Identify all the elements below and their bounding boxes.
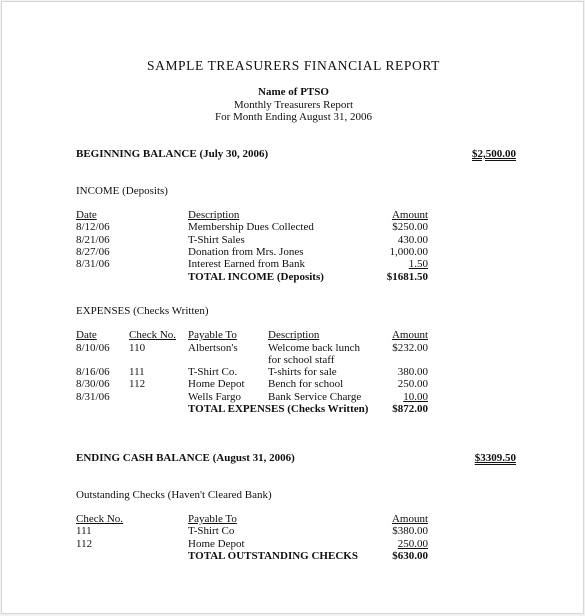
expenses-col-date: Date	[76, 329, 97, 341]
income-row-date: 8/27/06	[76, 246, 110, 258]
expense-row-payable-to: T-Shirt Co.	[188, 366, 238, 378]
income-row-description: Interest Earned from Bank	[188, 258, 305, 270]
income-row-description: Membership Dues Collected	[188, 221, 314, 233]
expenses-total-label: TOTAL EXPENSES (Checks Written)	[188, 403, 369, 415]
ending-balance-label: ENDING CASH BALANCE (August 31, 2006)	[76, 452, 295, 464]
expense-row-check-no: 112	[129, 378, 146, 390]
outstanding-row-payable-to: Home Depot	[188, 538, 245, 550]
outstanding-heading: Outstanding Checks (Haven't Cleared Bank)	[76, 489, 272, 501]
outstanding-row-payable-to: T-Shirt Co	[188, 525, 235, 537]
income-row-amount: $250.00	[392, 221, 428, 233]
income-row-description: T-Shirt Sales	[188, 234, 245, 246]
expense-row-check-no: 111	[129, 366, 145, 378]
outstanding-row-amount: 250.00	[397, 538, 428, 550]
expense-row-payable-to: Albertson's	[188, 342, 238, 354]
outstanding-col-check-no: Check No.	[76, 513, 124, 525]
outstanding-col-amount: Amount	[391, 513, 428, 525]
income-row-date: 8/12/06	[76, 221, 110, 233]
report-title: SAMPLE TREASURERS FINANCIAL REPORT	[146, 58, 440, 73]
beginning-balance-amount: $2,500.00	[472, 148, 516, 160]
expense-row-amount: 380.00	[397, 366, 428, 378]
expense-row-description: Bench for school	[268, 378, 344, 390]
expense-row-amount: 10.00	[403, 391, 428, 403]
expenses-heading: EXPENSES (Checks Written)	[76, 305, 209, 317]
income-row-amount: 1.50	[408, 258, 428, 270]
income-row-amount: 1,000.00	[389, 246, 428, 258]
org-name: Name of PTSO	[258, 86, 329, 98]
expense-row-payable-to: Home Depot	[188, 378, 245, 390]
income-heading: INCOME (Deposits)	[76, 185, 168, 197]
expense-row-description: T-shirts for sale	[268, 366, 337, 378]
income-total-amount: $1681.50	[386, 271, 428, 283]
income-row-date: 8/21/06	[76, 234, 110, 246]
outstanding-row-check-no: 111	[76, 525, 92, 537]
beginning-balance-label: BEGINNING BALANCE (July 30, 2006)	[76, 148, 269, 160]
outstanding-total-amount: $630.00	[392, 550, 428, 562]
expenses-col-check-no: Check No.	[129, 329, 177, 341]
outstanding-row-amount: $380.00	[392, 525, 428, 537]
expense-row-description-cont: for school staff	[268, 354, 335, 366]
report-period: For Month Ending August 31, 2006	[214, 111, 373, 123]
expenses-col-description: Description	[268, 329, 320, 341]
expenses-total-amount: $872.00	[392, 403, 428, 415]
expense-row-date: 8/30/06	[76, 378, 110, 390]
expense-row-payable-to: Wells Fargo	[188, 391, 241, 403]
income-col-date: Date	[76, 209, 97, 221]
expense-row-date: 8/16/06	[76, 366, 110, 378]
expenses-col-amount: Amount	[391, 329, 428, 341]
income-col-amount: Amount	[391, 209, 428, 221]
income-row-amount: 430.00	[397, 234, 428, 246]
expenses-col-payable-to: Payable To	[188, 329, 237, 341]
report-page	[1, 1, 584, 614]
outstanding-col-payable-to: Payable To	[188, 513, 237, 525]
expense-row-description: Welcome back lunch	[268, 342, 360, 354]
report-subtitle: Monthly Treasurers Report	[233, 99, 354, 111]
expense-row-description: Bank Service Charge	[268, 391, 362, 403]
expense-row-amount: $232.00	[392, 342, 428, 354]
income-row-description: Donation from Mrs. Jones	[188, 246, 304, 258]
expense-row-amount: 250.00	[397, 378, 428, 390]
ending-balance-amount: $3309.50	[474, 452, 516, 464]
expense-row-check-no: 110	[129, 342, 146, 354]
expense-row-date: 8/31/06	[76, 391, 110, 403]
outstanding-total-label: TOTAL OUTSTANDING CHECKS	[188, 550, 358, 562]
outstanding-row-check-no: 112	[76, 538, 93, 550]
income-total-label: TOTAL INCOME (Deposits)	[188, 271, 324, 283]
income-col-description: Description	[188, 209, 240, 221]
expense-row-date: 8/10/06	[76, 342, 110, 354]
income-row-date: 8/31/06	[76, 258, 110, 270]
